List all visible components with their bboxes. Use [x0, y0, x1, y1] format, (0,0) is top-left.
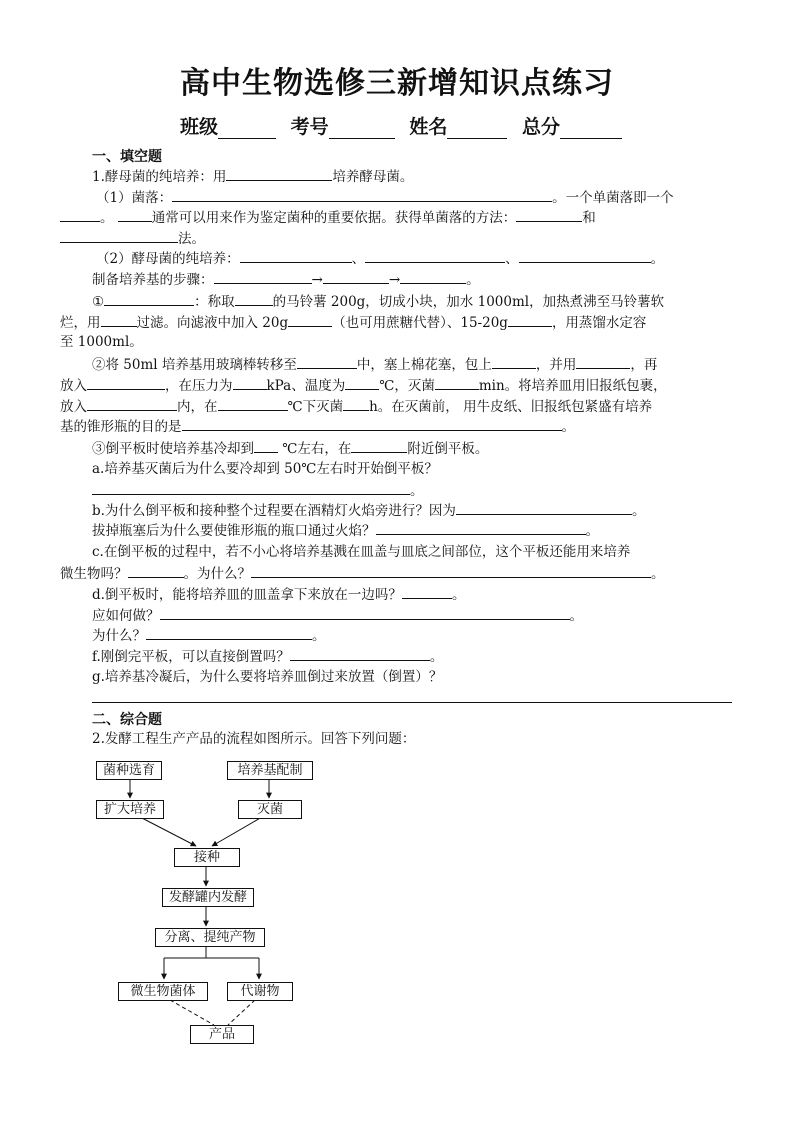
step2-line: ②将 50ml 培养基用玻璃棒转移至 中，塞上棉花塞，包上 ，并用 ，再: [92, 354, 657, 375]
step2-line-2: 放入 ，在压力为 kPa、温度为 ℃，灭菌 min。将培养皿用旧报纸包裹，: [60, 375, 667, 396]
dashed-cells-product: [170, 1000, 214, 1025]
q1-line: 1.酵母菌的纯培养：用 培养酵母菌。: [92, 166, 413, 187]
section1-heading: 一、填空题: [92, 149, 162, 165]
dashed-metabolite-product: [228, 1000, 255, 1025]
exam-no-label: 考号: [290, 116, 329, 138]
question-d3: 为什么？ 。: [92, 625, 326, 646]
step1-line-2: 烂，用 过滤。向滤液中加入 20g （也可用蔗糖代替）、15-20g ，用蒸馏水定容: [60, 312, 646, 333]
question-a-answer: 。: [92, 480, 424, 501]
name-label: 姓名: [409, 116, 448, 138]
flow-box-strain: 菌种选育: [96, 761, 162, 780]
step1-line: ① ：称取 的马铃薯 200g，切成小块，加水 1000ml，加热煮沸至马铃薯软: [92, 291, 664, 312]
step1-line-3: 至 1000ml。: [60, 334, 143, 350]
question-a: a.培养基灭菌后为什么要冷却到 50℃左右时开始倒平板？: [92, 461, 438, 477]
question-g: g.培养基冷凝后，为什么要将培养皿倒过来放置（倒置）？: [92, 669, 443, 685]
question-c: c.在倒平板的过程中，若不小心将培养基溅在皿盖与皿底之间部位，这个平板还能用来培养: [92, 544, 631, 560]
flow-box-product: 产品: [190, 1025, 254, 1044]
score-label: 总分: [521, 116, 560, 138]
step2-line-4: 基的锥形瓶的目的是 。: [60, 416, 575, 437]
step3-line: ③倒平板时使培养基冷却到 ℃左右，在 附近倒平板。: [92, 438, 488, 459]
question-b: b.为什么倒平板和接种整个过程要在酒精灯火焰旁进行？因为 。: [92, 500, 645, 521]
arrow-sterilize-inoculate: [212, 817, 262, 846]
flow-box-ferment: 发酵罐内发酵: [162, 888, 254, 907]
question-b2: 拔掉瓶塞后为什么要使锥形瓶的瓶口通过火焰？ 。: [92, 520, 599, 541]
colony-line: （1）菌落： 。一个单菌落即一个: [96, 187, 674, 208]
flow-box-medium: 培养基配制: [227, 761, 313, 780]
question-2: 2.发酵工程生产产品的流程如图所示。回答下列问题：: [92, 731, 416, 747]
colony-line-2: 。 通常可以用来作为鉴定菌种的重要依据。获得单菌落的方法： 和: [60, 207, 596, 228]
class-label: 班级: [180, 116, 219, 138]
page-title: 高中生物选修三新增知识点练习: [180, 66, 614, 101]
flow-box-expand: 扩大培养: [96, 800, 164, 819]
flow-box-sterilize: 灭菌: [238, 800, 302, 819]
step2-line-3: 放入 内，在 ℃下灭菌 h。在灭菌前， 用牛皮纸、旧报纸包紧盛有培养: [60, 396, 652, 417]
steps-line: 制备培养基的步骤： → → 。: [92, 269, 480, 290]
question-f: f.刚倒完平板，可以直接倒置吗？ 。: [92, 646, 443, 667]
question-d2: 应如何做？ 。: [92, 605, 583, 626]
section2-heading: 二、综合题: [92, 712, 162, 728]
colony-line-3: 法。: [60, 228, 205, 249]
arrow-expand-inoculate: [140, 817, 196, 846]
flow-box-metabolite: 代谢物: [227, 982, 293, 1001]
question-d: d.倒平板时，能将培养皿的皿盖拿下来放在一边吗？ 。: [92, 584, 465, 605]
question-c2: 微生物吗？ 。为什么？ 。: [60, 563, 665, 584]
pure-line: （2）酵母菌的纯培养： 、 、 。: [96, 248, 664, 269]
flow-box-inoculate: 接种: [174, 848, 240, 867]
flow-box-cells: 微生物菌体: [118, 982, 208, 1001]
flow-box-separate: 分离、提纯产物: [155, 928, 265, 947]
